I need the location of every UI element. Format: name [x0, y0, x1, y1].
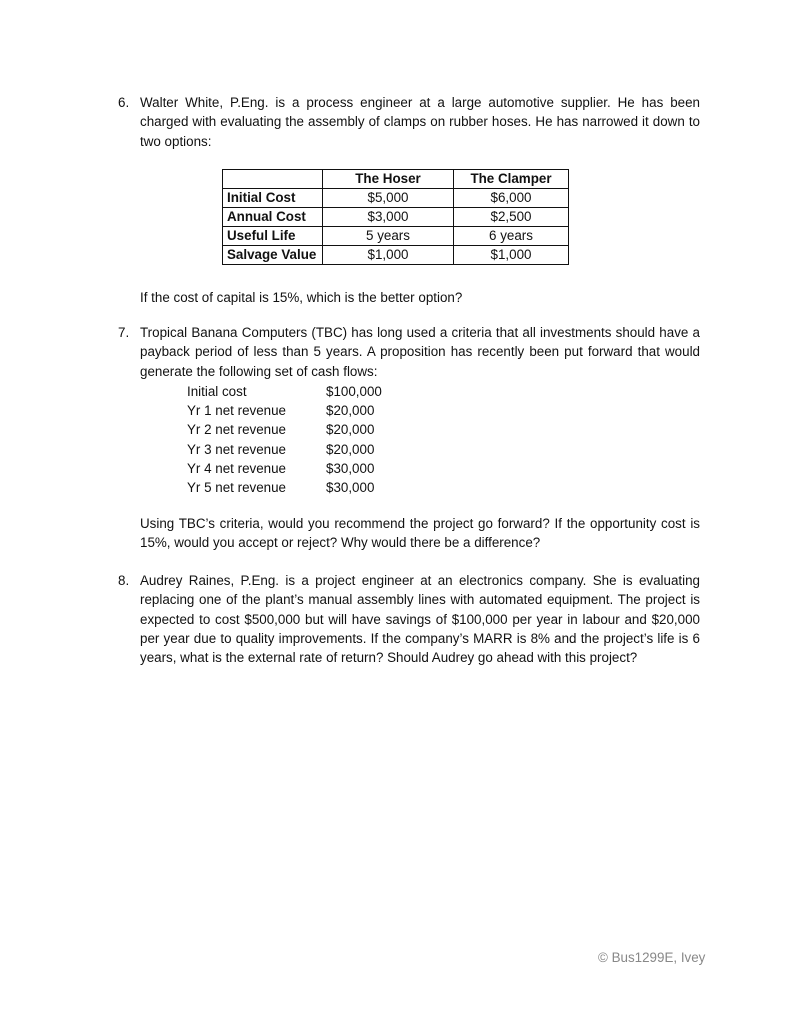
row-label: Useful Life	[223, 227, 323, 246]
table-cell: $1,000	[323, 246, 454, 265]
cash-flow-row	[187, 459, 375, 478]
table-cell: $3,000	[323, 208, 454, 227]
table-header: The Clamper	[454, 170, 569, 189]
question-7-prompt-wrap	[118, 514, 700, 553]
cash-flow-row	[187, 420, 375, 439]
cash-flow-value: $20,000	[326, 441, 375, 457]
cash-flow-row	[187, 382, 382, 401]
question-number: 6.	[118, 95, 130, 110]
cash-flow-label: Yr 5 net revenue	[187, 479, 287, 495]
cash-flow-row	[187, 401, 375, 420]
question-7-prompt: Using TBC’s criteria, would you recommend the project go forward? If the opportunity cost is 15%, would you accept or reject? Why would there be a difference?	[140, 516, 700, 551]
row-label: Initial Cost	[223, 189, 323, 208]
cash-flow-value: $30,000	[326, 479, 375, 495]
question-text: Walter White, P.Eng. is a process engineer at a large automotive supplier. He has been charged with evaluating the assembly of clamps on rubber hoses. He has narrowed it down to two options:	[140, 95, 700, 149]
question-number: 8.	[118, 573, 130, 588]
question-6-prompt: If the cost of capital is 15%, which is the better option?	[140, 290, 463, 305]
copyright-footer: © Bus1299E, Ivey	[598, 950, 706, 965]
table-row	[223, 189, 569, 208]
cash-flow-label: Yr 2 net revenue	[187, 422, 287, 438]
table-header-row	[223, 170, 569, 189]
cash-flow-label: Yr 1 net revenue	[187, 403, 287, 419]
table-cell: $6,000	[454, 189, 569, 208]
table-cell: $2,500	[454, 208, 569, 227]
cash-flow-row	[187, 478, 375, 497]
question-7	[118, 323, 700, 381]
table-cell: $1,000	[454, 246, 569, 265]
cash-flow-value: $100,000	[326, 384, 382, 399]
question-6	[118, 93, 700, 151]
question-number: 7.	[118, 325, 130, 340]
cash-flow-label: Yr 3 net revenue	[187, 441, 287, 457]
row-label: Salvage Value	[223, 246, 323, 265]
table-row	[223, 227, 569, 246]
table-cell: 5 years	[323, 227, 454, 246]
table-row	[223, 208, 569, 227]
table-row	[223, 246, 569, 265]
cash-flow-list	[187, 382, 382, 497]
cash-flow-value: $20,000	[326, 422, 375, 438]
table-cell: 6 years	[454, 227, 569, 246]
question-text: Audrey Raines, P.Eng. is a project engineer at an electronics company. She is evaluating replacing one of the plant’s manual assembly lines with automated equipment. The project is expected to cost $500,000 but will have savings of $100,000 per year in labour and $20,000 per year due to quality improvements. If the company’s MARR is 8% and the project’s life is 6 years, what is the external rate of return? Should Audrey go ahead with this project?	[140, 573, 700, 666]
table-header	[223, 170, 323, 189]
question-text: Tropical Banana Computers (TBC) has long used a criteria that all investments should have a payback period of less than 5 years. A proposition has recently been put forward that would generate the following set of cash flows:	[140, 325, 700, 379]
question-8	[118, 571, 700, 667]
options-table	[222, 169, 569, 265]
table-header: The Hoser	[323, 170, 454, 189]
cash-flow-value: $20,000	[326, 403, 375, 419]
cash-flow-value: $30,000	[326, 460, 375, 476]
table-cell: $5,000	[323, 189, 454, 208]
cash-flow-row	[187, 440, 375, 459]
row-label: Annual Cost	[223, 208, 323, 227]
cash-flow-label: Initial cost	[187, 384, 247, 399]
cash-flow-label: Yr 4 net revenue	[187, 460, 287, 476]
